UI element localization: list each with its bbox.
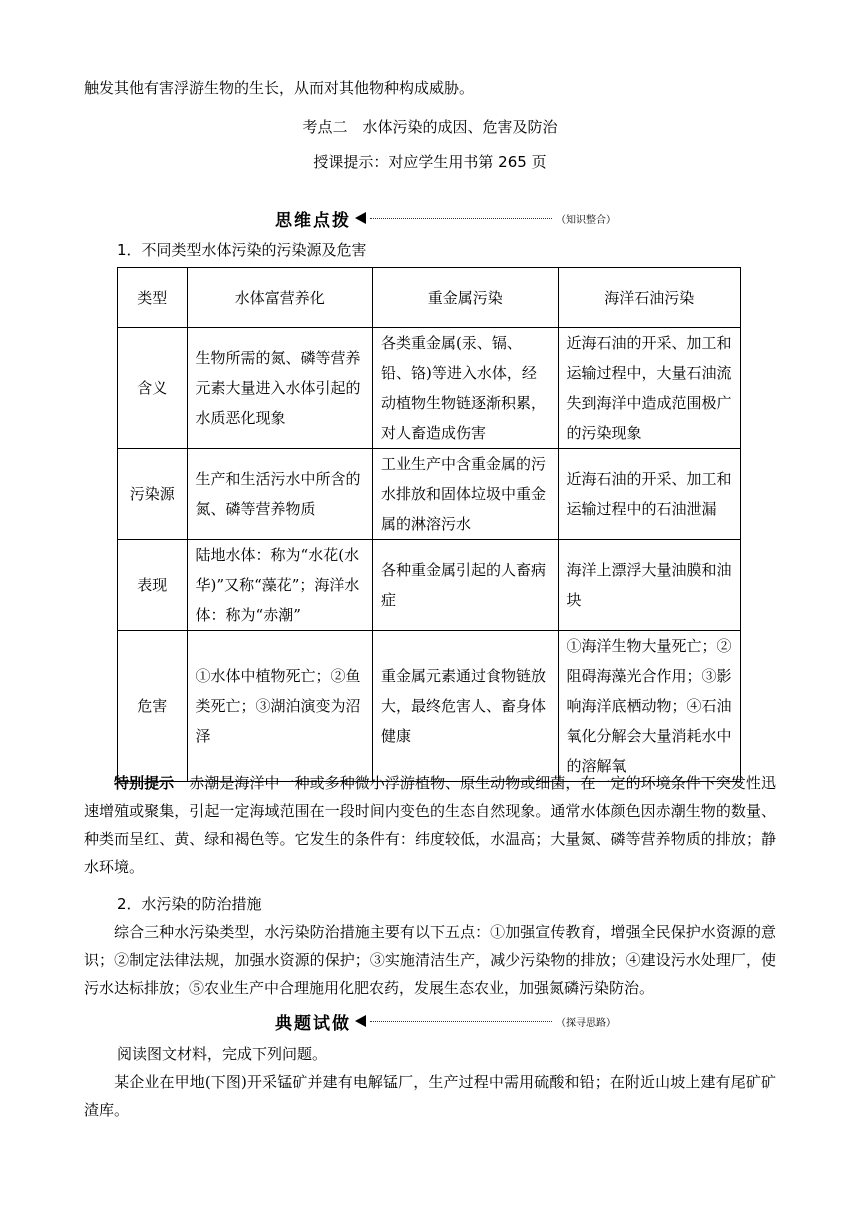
banner-title: 典题试做: [275, 1013, 351, 1034]
arrow-left-icon: [355, 1015, 366, 1027]
banner-practice: [275, 1008, 616, 1034]
header-cell: 类型: [118, 268, 188, 328]
material-text: 某企业在甲地(下图)开采锰矿并建有电解锰厂，生产过程中需用硫酸和铅；在附近山坡上建有尾矿矿渣库。: [84, 1073, 776, 1119]
lesson-hint: 授课提示：对应学生用书第 265 页: [313, 153, 547, 171]
row-label: 含义: [118, 328, 188, 449]
banner-knowledge: [275, 205, 616, 231]
special-tip: [84, 769, 776, 881]
tip-label: 特别提示: [114, 774, 175, 792]
section-title: 考点二 水体污染的成因、危害及防治: [302, 118, 558, 136]
dotted-leader: [370, 1021, 552, 1022]
table-cell: 生产和生活污水中所含的氮、磷等营养物质: [187, 449, 372, 540]
table-row: [118, 540, 741, 631]
table-row: [118, 449, 741, 540]
table-cell: 各类重金属(汞、镉、铅、铬)等进入水体，经动植物生物链逐渐积累，对人畜造成伤害: [373, 328, 558, 449]
table-cell: 近海石油的开采、加工和运输过程中的石油泄漏: [558, 449, 740, 540]
material-paragraph: [84, 1068, 776, 1124]
measures-paragraph: [84, 918, 776, 1002]
table-cell: 近海石油的开采、加工和运输过程中，大量石油流失到海洋中造成范围极广的污染现象: [558, 328, 740, 449]
table-cell: 生物所需的氮、磷等营养元素大量进入水体引起的水质恶化现象: [187, 328, 372, 449]
table-cell: 工业生产中含重金属的污水排放和固体垃圾中重金属的淋溶污水: [373, 449, 558, 540]
table-cell: ①海洋生物大量死亡；②阻碍海藻光合作用；③影响海洋底栖动物；④石油氧化分解会大量消耗水中的溶解氧: [558, 631, 740, 782]
table-header-row: [118, 268, 741, 328]
pollution-table: [117, 267, 741, 782]
question-prompt: 阅读图文材料，完成下列问题。: [117, 1045, 328, 1063]
measures-text: 综合三种水污染类型，水污染防治措施主要有以下五点：①加强宣传教育，增强全民保护水资源的意识；②制定法律法规，加强水资源的保护；③实施清洁生产，减少污染物的排放；④建设污水处理厂，使污水达标排放；⑤农业生产中合理施用化肥农药，发展生态农业，加强氮磷污染防治。: [84, 923, 776, 997]
table-cell: ①水体中植物死亡；②鱼类死亡；③湖泊演变为沼泽: [187, 631, 372, 782]
banner-title: 思维点拨: [275, 210, 351, 231]
subheading-2: 2．水污染的防治措施: [117, 895, 262, 913]
header-cell: 重金属污染: [373, 268, 558, 328]
top-line: 触发其他有害浮游生物的生长，从而对其他物种构成威胁。: [84, 79, 475, 97]
row-label: 污染源: [118, 449, 188, 540]
table-cell: 海洋上漂浮大量油膜和油块: [558, 540, 740, 631]
header-cell: 海洋石油污染: [558, 268, 740, 328]
table-cell: 各种重金属引起的人畜病症: [373, 540, 558, 631]
banner-note: （探寻思路）: [556, 1017, 616, 1029]
arrow-left-icon: [355, 212, 366, 224]
row-label: 危害: [118, 631, 188, 782]
subheading-1: 1．不同类型水体污染的污染源及危害: [117, 241, 367, 259]
table-row: [118, 631, 741, 782]
dotted-leader: [370, 218, 552, 219]
table-row: [118, 328, 741, 449]
row-label: 表现: [118, 540, 188, 631]
banner-note: （知识整合）: [556, 214, 616, 226]
header-cell: 水体富营养化: [187, 268, 372, 328]
table-cell: 重金属元素通过食物链放大，最终危害人、畜身体健康: [373, 631, 558, 782]
table-cell: 陆地水体：称为“水花(水华)”又称“藻花”；海洋水体：称为“赤潮”: [187, 540, 372, 631]
tip-text: 赤潮是海洋中一种或多种微小浮游植物、原生动物或细菌，在一定的环境条件下突发性迅速增殖或聚集，引起一定海域范围在一段时间内变色的生态自然现象。通常水体颜色因赤潮生物的数量、种类而呈红、黄、绿和褐色等。它发生的条件有：纬度较低，水温高；大量氮、磷等营养物质的排放；静水环境。: [84, 774, 776, 876]
